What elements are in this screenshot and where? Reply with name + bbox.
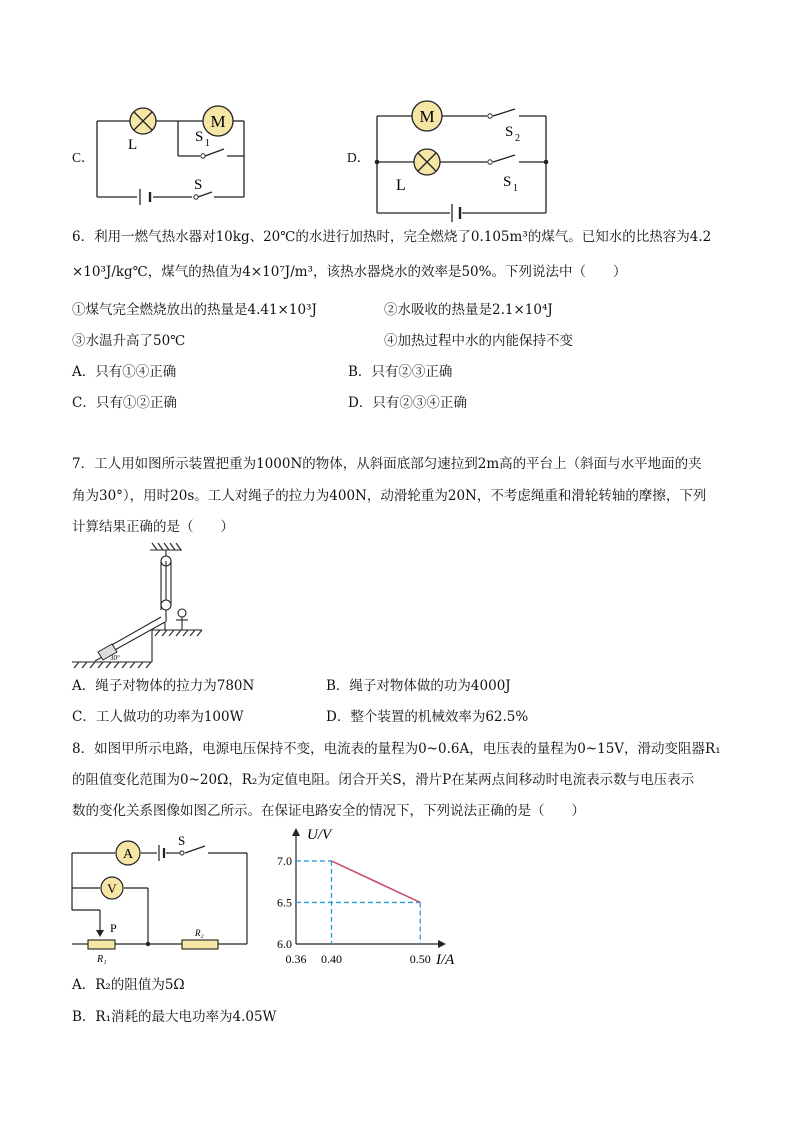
switch-s1-d-sub: 1 xyxy=(513,183,518,194)
switch-s-label: S xyxy=(178,833,186,848)
x-tick-label-2: 0.50 xyxy=(409,952,431,966)
x-tick-label-0: 0.36 xyxy=(285,952,307,966)
q6-statement-1: ①煤气完全燃烧放出的热量是4.41×10³J xyxy=(72,302,317,318)
lamp-c-label: L xyxy=(128,137,138,153)
q7-option-a[interactable]: A．绳子对物体的拉力为780N xyxy=(72,678,255,694)
switch-s1-d-label: S xyxy=(503,174,512,190)
x-axis-label: I/A xyxy=(436,952,455,968)
incline-angle-label: 30° xyxy=(110,654,120,662)
y-tick-label-1: 6.5 xyxy=(277,895,292,910)
q6-option-b[interactable]: B．只有②③正确 xyxy=(348,364,453,380)
q7-option-c[interactable]: C．工人做功的功率为100W xyxy=(72,709,244,725)
q8-option-a[interactable]: A．R₂的阻值为5Ω xyxy=(72,977,185,993)
q6-stem-line1: 6．利用一燃气热水器对10kg、20℃的水进行加热时，完全燃烧了0.105m³的煤气。已知水的比热容为4.2 xyxy=(72,229,712,245)
switch-s2-d-sub: 2 xyxy=(515,133,520,144)
switch-s1-c-sub: 1 xyxy=(205,138,210,149)
y-tick-label-2: 7.0 xyxy=(277,853,292,868)
switch-s-c-label: S xyxy=(194,177,203,193)
q6-statement-3: ③水温升高了50℃ xyxy=(72,333,186,349)
y-tick-label-0: 6.0 xyxy=(277,937,292,951)
switch-s1-c-label: S xyxy=(195,129,204,145)
q7-option-b[interactable]: B．绳子对物体做的功为4000J xyxy=(326,678,511,694)
motor-c-label: M xyxy=(210,112,226,131)
q6-statement-2: ②水吸收的热量是2.1×10⁴J xyxy=(384,302,553,318)
q6-statement-4: ④加热过程中水的内能保持不变 xyxy=(384,333,573,349)
q6-option-c[interactable]: C．只有①②正确 xyxy=(72,395,177,411)
voltmeter-label: V xyxy=(107,881,117,896)
lamp-d-label: L xyxy=(396,177,406,194)
q5-option-d-label: D． xyxy=(347,150,371,165)
q7-stem-line3: 计算结果正确的是（ ） xyxy=(72,519,234,535)
y-axis-arrow xyxy=(292,828,300,836)
x-axis-arrow xyxy=(438,940,446,948)
q7-stem-line1: 7．工人用如图所示装置把重为1000N的物体，从斜面底部匀速拉到2m高的平台上（斜面与水平地面的夹 xyxy=(72,456,702,472)
switch-s2-d-label: S xyxy=(505,124,514,140)
motor-d-label: M xyxy=(419,107,435,126)
q8-stem-line2: 的阻值变化范围为0~20Ω，R₂为定值电阻。闭合开关S，滑片P在某两点间移动时电流表示数与电压表示 xyxy=(72,772,695,788)
ammeter-label: A xyxy=(122,847,134,862)
q5-option-c-label: C． xyxy=(72,150,95,165)
r1-label: R₁ xyxy=(97,954,107,965)
q8-stem-line3: 数的变化关系图像如图乙所示。在保证电路安全的情况下，下列说法正确的是（ ） xyxy=(72,803,585,819)
q7-option-d[interactable]: D．整个装置的机械效率为62.5% xyxy=(326,709,529,725)
series-line xyxy=(332,861,421,903)
x-tick-label-1: 0.40 xyxy=(321,952,342,966)
y-axis-label: U/V xyxy=(307,827,332,843)
slider-p-label: P xyxy=(110,921,117,935)
q7-stem-line2: 角为30°），用时20s。工人对绳子的拉力为400N，动滑轮重为20N，不考虑绳重和滑轮转轴的摩擦，下列 xyxy=(72,488,707,504)
q8-stem-line1: 8．如图甲所示电路，电源电压保持不变，电流表的量程为0~0.6A，电压表的量程为0~15V，滑动变阻器R₁ xyxy=(72,741,721,757)
r2-label: R₂ xyxy=(195,928,204,938)
q6-stem-line2: ×10³J/kg℃，煤气的热值为4×10⁷J/m³，该热水器烧水的效率是50%。下列说法中（ ） xyxy=(72,264,627,280)
q6-option-d[interactable]: D．只有②③④正确 xyxy=(348,395,467,411)
q8-option-b[interactable]: B．R₁消耗的最大电功率为4.05W xyxy=(72,1009,277,1025)
q6-option-a[interactable]: A．只有①④正确 xyxy=(72,364,177,380)
